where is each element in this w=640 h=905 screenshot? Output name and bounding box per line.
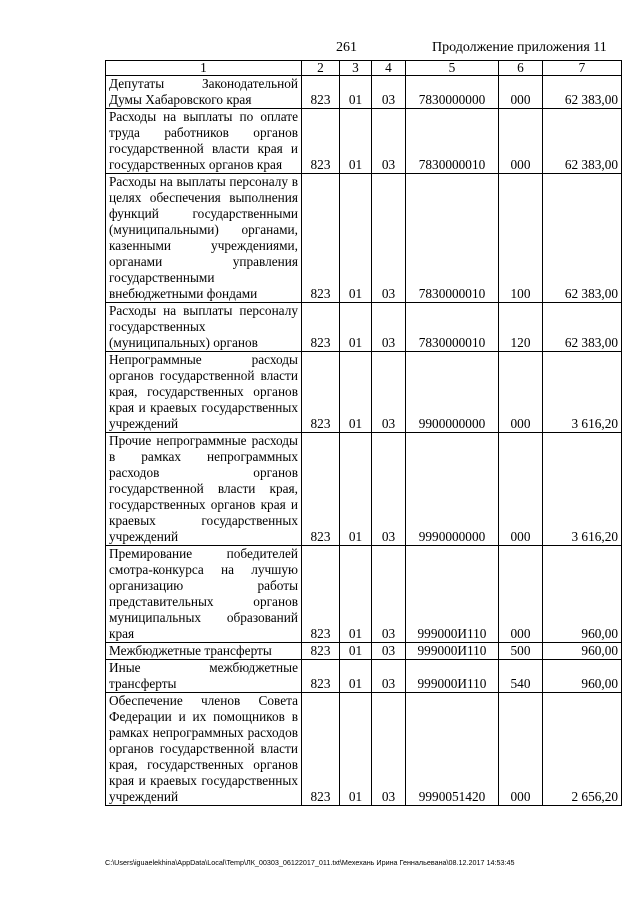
row-subsection-code: 03 [372, 660, 406, 693]
col-header-4: 4 [372, 61, 406, 76]
row-amount: 62 383,00 [543, 76, 622, 109]
col-header-5: 5 [406, 61, 499, 76]
row-amount: 960,00 [543, 546, 622, 643]
row-target-article: 7830000010 [406, 303, 499, 352]
row-expense-type: 000 [499, 352, 543, 433]
row-target-article: 7830000010 [406, 174, 499, 303]
row-section-code: 01 [340, 693, 372, 806]
row-name: Премирование победителей смотра-конкурса на лучшую организацию работы представительных органов муниципальных образований края [106, 546, 302, 643]
row-section-code: 01 [340, 433, 372, 546]
column-number-row [106, 61, 622, 76]
col-header-6: 6 [499, 61, 543, 76]
table-row [106, 433, 622, 546]
row-department-code: 823 [302, 352, 340, 433]
row-name: Иные межбюджетные трансферты [106, 660, 302, 693]
col-header-3: 3 [340, 61, 372, 76]
table-row [106, 109, 622, 174]
col-header-1: 1 [106, 61, 302, 76]
row-name: Расходы на выплаты персоналу государственных (муниципальных) органов [106, 303, 302, 352]
table-row [106, 693, 622, 806]
row-name: Депутаты Законодательной Думы Хабаровского края [106, 76, 302, 109]
row-section-code: 01 [340, 352, 372, 433]
row-department-code: 823 [302, 433, 340, 546]
row-subsection-code: 03 [372, 693, 406, 806]
table-row [106, 76, 622, 109]
row-target-article: 999000И110 [406, 660, 499, 693]
col-header-7: 7 [543, 61, 622, 76]
page-number: 261 [336, 40, 357, 55]
row-department-code: 823 [302, 660, 340, 693]
row-department-code: 823 [302, 546, 340, 643]
row-section-code: 01 [340, 174, 372, 303]
row-target-article: 7830000000 [406, 76, 499, 109]
row-amount: 2 656,20 [543, 693, 622, 806]
table-row [106, 174, 622, 303]
row-expense-type: 540 [499, 660, 543, 693]
row-amount: 62 383,00 [543, 303, 622, 352]
row-department-code: 823 [302, 693, 340, 806]
row-section-code: 01 [340, 660, 372, 693]
row-target-article: 999000И110 [406, 546, 499, 643]
row-section-code: 01 [340, 76, 372, 109]
row-name: Расходы на выплаты персоналу в целях обеспечения выполнения функций государственными (муниципальными) органами, казенными учреждениями, органами управления государственными внебюджетными фондами [106, 174, 302, 303]
table-row [106, 303, 622, 352]
row-subsection-code: 03 [372, 643, 406, 660]
row-department-code: 823 [302, 76, 340, 109]
row-name: Расходы на выплаты по оплате труда работников органов государственной власти края и государственных органов края [106, 109, 302, 174]
row-amount: 960,00 [543, 660, 622, 693]
row-subsection-code: 03 [372, 303, 406, 352]
row-amount: 3 616,20 [543, 433, 622, 546]
row-section-code: 01 [340, 546, 372, 643]
row-expense-type: 000 [499, 546, 543, 643]
row-target-article: 7830000010 [406, 109, 499, 174]
row-name: Прочие непрограммные расходы в рамках непрограммных расходов органов государственной власти края, государственных органов края и краевых государственных учреждений [106, 433, 302, 546]
row-section-code: 01 [340, 643, 372, 660]
row-expense-type: 000 [499, 693, 543, 806]
row-expense-type: 500 [499, 643, 543, 660]
row-expense-type: 000 [499, 76, 543, 109]
continuation-label: Продолжение приложения 11 [432, 40, 607, 55]
row-department-code: 823 [302, 109, 340, 174]
row-expense-type: 120 [499, 303, 543, 352]
table-row [106, 546, 622, 643]
row-subsection-code: 03 [372, 109, 406, 174]
row-amount: 62 383,00 [543, 109, 622, 174]
table-row [106, 660, 622, 693]
row-target-article: 9900000000 [406, 352, 499, 433]
row-subsection-code: 03 [372, 76, 406, 109]
row-section-code: 01 [340, 303, 372, 352]
row-target-article: 9990051420 [406, 693, 499, 806]
row-name: Межбюджетные трансферты [106, 643, 302, 660]
table-row [106, 352, 622, 433]
row-subsection-code: 03 [372, 433, 406, 546]
row-subsection-code: 03 [372, 352, 406, 433]
row-department-code: 823 [302, 643, 340, 660]
row-expense-type: 000 [499, 433, 543, 546]
row-subsection-code: 03 [372, 546, 406, 643]
row-department-code: 823 [302, 303, 340, 352]
row-subsection-code: 03 [372, 174, 406, 303]
row-target-article: 999000И110 [406, 643, 499, 660]
budget-table [105, 60, 622, 806]
row-amount: 62 383,00 [543, 174, 622, 303]
row-expense-type: 000 [499, 109, 543, 174]
row-department-code: 823 [302, 174, 340, 303]
col-header-2: 2 [302, 61, 340, 76]
row-section-code: 01 [340, 109, 372, 174]
file-path-footer: C:\Users\iguaelekhina\AppData\Local\Temp\ЛК_00303_06122017_011.txt\Мехехань Ирина Геннальевана\08.12.2017 14:53:45 [105, 858, 515, 867]
row-name: Непрограммные расходы органов государственной власти края, государственных органов края и краевых государственных учреждений [106, 352, 302, 433]
row-amount: 960,00 [543, 643, 622, 660]
row-amount: 3 616,20 [543, 352, 622, 433]
row-name: Обеспечение членов Совета Федерации и их помощников в рамках непрограммных расходов органов государственной власти края, государственных органов края и краевых государственных учреждений [106, 693, 302, 806]
row-expense-type: 100 [499, 174, 543, 303]
row-target-article: 9990000000 [406, 433, 499, 546]
table-row [106, 643, 622, 660]
